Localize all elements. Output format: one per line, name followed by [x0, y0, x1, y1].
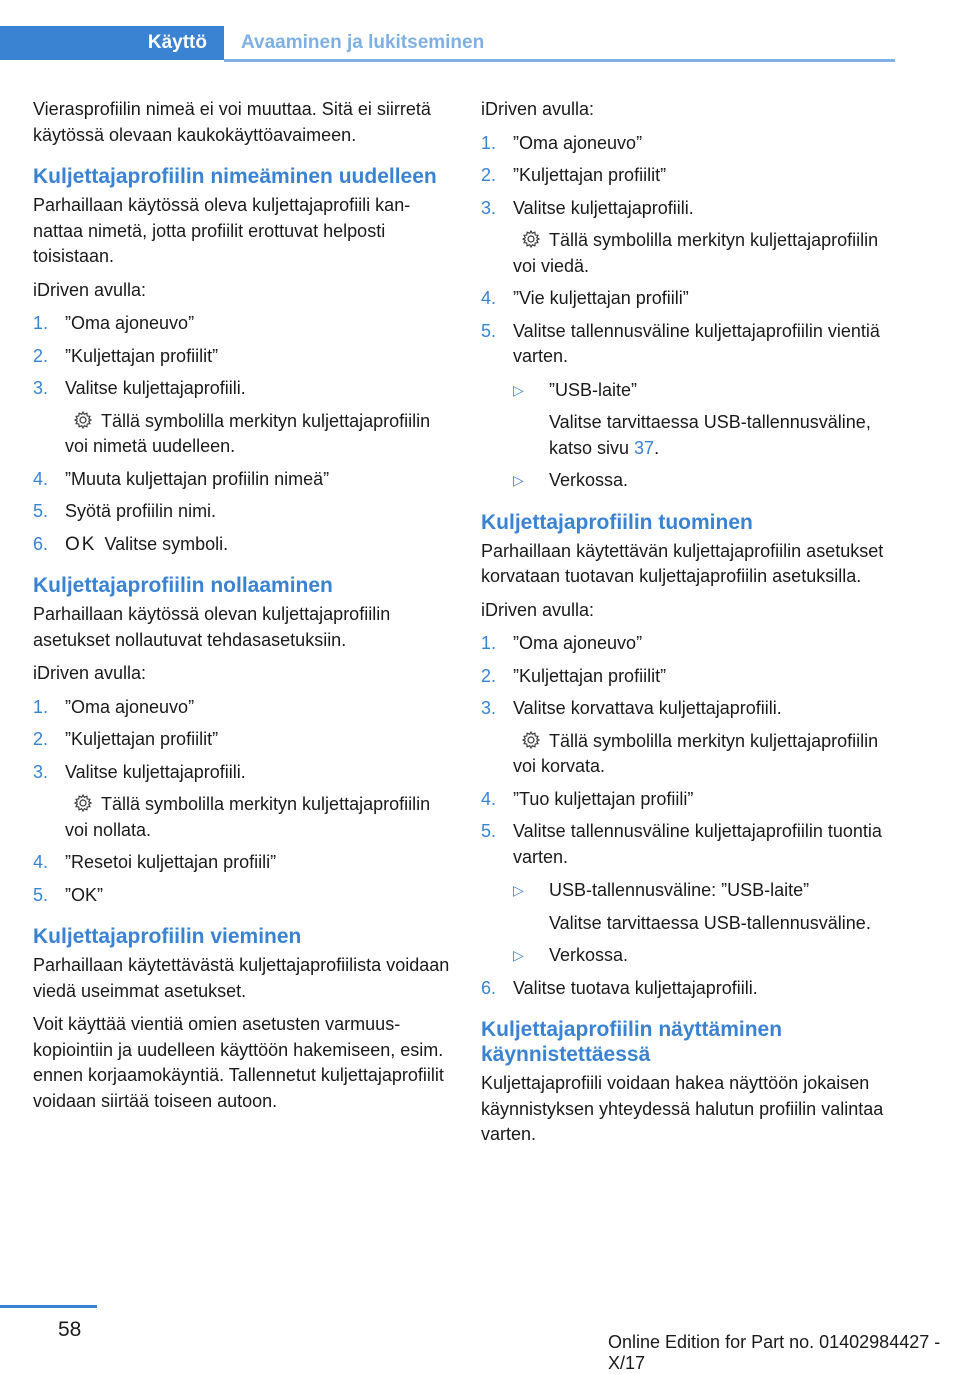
- step-text: Syötä profiilin nimi.: [65, 501, 217, 521]
- list-item: [481, 976, 896, 1002]
- step-number: 5.: [481, 320, 497, 341]
- page-link[interactable]: 37: [634, 437, 655, 458]
- step-number: 1.: [33, 696, 49, 717]
- step-number: 5.: [33, 501, 49, 521]
- export-steps: [481, 131, 896, 494]
- step-text: Valitse kuljettajaprofiili.: [65, 761, 246, 782]
- step-number: 2.: [33, 345, 49, 366]
- import-text: Parhaillaan käytettävän kuljettajaprofiilin asetukset korvataan tuotavan kuljettajaprofiilin asetuksilla.: [481, 540, 884, 586]
- step-text: ”Tuo kuljettajan profiili”: [513, 788, 694, 809]
- list-item: [481, 286, 896, 312]
- list-item: [481, 319, 896, 494]
- step-number: 5.: [481, 821, 497, 841]
- gear-icon: [73, 793, 93, 813]
- display-heading: Kuljettajaprofiilin näyttäminen käynnistettäessä: [481, 1018, 783, 1066]
- list-item: [481, 819, 896, 969]
- step-number: 3.: [481, 698, 497, 718]
- intro-text: Vierasprofiilin nimeä ei voi muuttaa. Sitä ei siirretä käytössä olevaan kaukokäyttöavaimeen.: [33, 99, 431, 145]
- list-item: [33, 695, 453, 721]
- list-item: [481, 131, 896, 157]
- list-item: [33, 760, 453, 844]
- step-number: 2.: [481, 665, 497, 686]
- subsection-tab[interactable]: Avaaminen ja lukitseminen: [241, 32, 485, 53]
- step-text: Valitse symboli.: [104, 533, 229, 554]
- step-number: 1.: [33, 313, 49, 333]
- section-tab[interactable]: Käyttö: [0, 26, 224, 60]
- step-number: 2.: [481, 165, 497, 185]
- step-text: ”OK”: [65, 884, 103, 905]
- header-rule: [224, 59, 895, 62]
- export-idrive-label: iDriven avulla:: [481, 99, 595, 119]
- option-note-text: Valitse tarvittaessa USB-tallennusväline, katso sivu: [549, 412, 871, 458]
- rename-idrive-label: iDriven avulla:: [33, 279, 147, 300]
- triangle-bullet-icon: ▷: [513, 381, 524, 398]
- list-item: [481, 163, 896, 189]
- step-text: ”Resetoi kuljettajan profiili”: [65, 852, 277, 872]
- list-item: [513, 378, 896, 462]
- reset-steps: [33, 695, 453, 909]
- right-column: [481, 97, 896, 1156]
- option-text: Verkossa.: [549, 470, 629, 490]
- list-item: [481, 787, 896, 813]
- option-note-end: .: [654, 437, 660, 458]
- list-item: [481, 196, 896, 280]
- step-text: ”Oma ajoneuvo”: [513, 132, 643, 153]
- option-note: Valitse tarvittaessa USB-tallennusväline.: [549, 912, 871, 933]
- rename-steps: [33, 311, 453, 557]
- list-item: [33, 850, 453, 876]
- export-options: [513, 378, 896, 494]
- rename-text: Parhaillaan käytössä oleva kuljettajaprofiili kannattaa nimetä, jotta profiilit erottuvat helposti toisistaan.: [33, 195, 411, 266]
- step-number: 4.: [33, 468, 49, 489]
- step-text: ”Muuta kuljettajan profiilin nimeä”: [65, 468, 330, 489]
- edition-text: Online Edition for Part no. 01402984427 - X/17: [608, 1332, 941, 1373]
- import-idrive-label: iDriven avulla:: [481, 599, 595, 620]
- step-number: 3.: [33, 378, 49, 398]
- list-item: [33, 311, 453, 337]
- list-item: [33, 344, 453, 370]
- step-text: ”Vie kuljettajan profiili”: [513, 288, 689, 308]
- triangle-bullet-icon: ▷: [513, 882, 524, 898]
- step-text: ”Oma ajoneuvo”: [65, 696, 195, 717]
- step-note-text: Tällä symbolilla merkityn kuljettajaprofiilin voi nimetä uudelleen.: [65, 410, 431, 456]
- step-text: ”Kuljettajan profiilit”: [513, 165, 667, 185]
- step-note: [65, 792, 453, 843]
- step-note: [513, 228, 896, 279]
- step-number: 6.: [33, 533, 49, 554]
- step-text: Valitse korvattava kuljettajaprofiili.: [513, 698, 782, 718]
- step-text: ”Kuljettajan profiilit”: [65, 729, 219, 749]
- list-item: [33, 883, 453, 909]
- gear-icon: [521, 730, 541, 750]
- list-item: [481, 631, 896, 657]
- step-number: 3.: [481, 197, 497, 218]
- list-item: [33, 376, 453, 460]
- list-item: [513, 468, 896, 494]
- option-text: ”USB-laite”: [549, 379, 638, 400]
- list-item: [513, 878, 896, 936]
- rename-heading: Kuljettajaprofiilin nimeäminen uudelleen: [33, 165, 437, 188]
- display-text: Kuljettajaprofiili voidaan hakea näyttöön jokaisen käynnistyksen yhteydessä halutun profiilin valintaa varten.: [481, 1073, 884, 1144]
- step-text: Valitse tuotava kuljettajaprofiili.: [513, 977, 758, 998]
- option-text: Verkossa.: [549, 945, 629, 965]
- page-number: 58: [58, 1318, 82, 1341]
- gear-icon: [73, 410, 93, 430]
- step-text: ”Oma ajoneuvo”: [513, 633, 643, 653]
- export-text-1: Parhaillaan käytettävästä kuljettajaprofiilista voidaan viedä useimmat asetukset.: [33, 955, 450, 1001]
- list-item: [481, 696, 896, 780]
- list-item: [33, 467, 453, 493]
- step-number: 5.: [33, 884, 49, 905]
- list-item: [513, 943, 896, 969]
- step-note: [513, 729, 896, 780]
- step-text: ”Oma ajoneuvo”: [65, 313, 195, 333]
- step-text: Valitse kuljettajaprofiili.: [513, 197, 694, 218]
- page-header: [0, 26, 895, 62]
- option-note: [549, 410, 896, 461]
- option-text: USB-tallennusväline: ”USB-laite”: [549, 880, 810, 900]
- import-heading: Kuljettajaprofiilin tuominen: [481, 510, 753, 534]
- list-item: [33, 532, 453, 558]
- step-note-text: Tällä symbolilla merkityn kuljettajaprofiilin voi viedä.: [513, 230, 879, 276]
- export-heading: Kuljettajaprofiilin vieminen: [33, 925, 302, 948]
- left-column: [33, 97, 453, 1122]
- step-note-text: Tällä symbolilla merkityn kuljettajaprofiilin voi korvata.: [513, 730, 879, 776]
- reset-idrive-label: iDriven avulla:: [33, 663, 147, 683]
- export-text-2: Voit käyttää vientiä omien asetusten varmuuskopiointiin ja uudelleen käyttöön hakemiseen, esim. ennen korjaamokäyntiä. Tallennetut kuljettajaprofiilit voidaan siirtää toiseen autoon.: [33, 1014, 444, 1111]
- triangle-bullet-icon: ▷: [513, 947, 524, 963]
- step-number: 6.: [481, 977, 497, 998]
- step-text: ”Kuljettajan profiilit”: [65, 345, 219, 366]
- list-item: [33, 499, 453, 525]
- step-number: 1.: [481, 132, 497, 153]
- list-item: [481, 664, 896, 690]
- footer-rule: [0, 1305, 97, 1308]
- step-text: Valitse tallennusväline kuljettajaprofiilin tuontia varten.: [513, 821, 882, 867]
- triangle-bullet-icon: ▷: [513, 472, 524, 488]
- step-note-text: Tällä symbolilla merkityn kuljettajaprofiilin voi nollata.: [65, 794, 431, 840]
- step-number: 3.: [33, 761, 49, 782]
- step-text: ”Kuljettajan profiilit”: [513, 665, 667, 686]
- step-text: Valitse tallennusväline kuljettajaprofiilin vientiä varten.: [513, 320, 880, 366]
- reset-text: Parhaillaan käytössä olevan kuljettajaprofiilin asetukset nollautuvat tehdasasetuksiin.: [33, 604, 391, 650]
- step-note: [65, 409, 453, 460]
- gear-icon: [521, 229, 541, 249]
- list-item: [33, 727, 453, 753]
- reset-heading: Kuljettajaprofiilin nollaaminen: [33, 574, 333, 597]
- ok-symbol-icon: OK: [65, 533, 97, 555]
- import-steps: [481, 631, 896, 1001]
- import-options: [513, 878, 896, 969]
- step-text: Valitse kuljettajaprofiili.: [65, 378, 246, 398]
- step-number: 4.: [33, 852, 49, 872]
- step-number: 4.: [481, 788, 497, 809]
- step-number: 1.: [481, 633, 497, 653]
- step-number: 2.: [33, 729, 49, 749]
- step-number: 4.: [481, 288, 497, 308]
